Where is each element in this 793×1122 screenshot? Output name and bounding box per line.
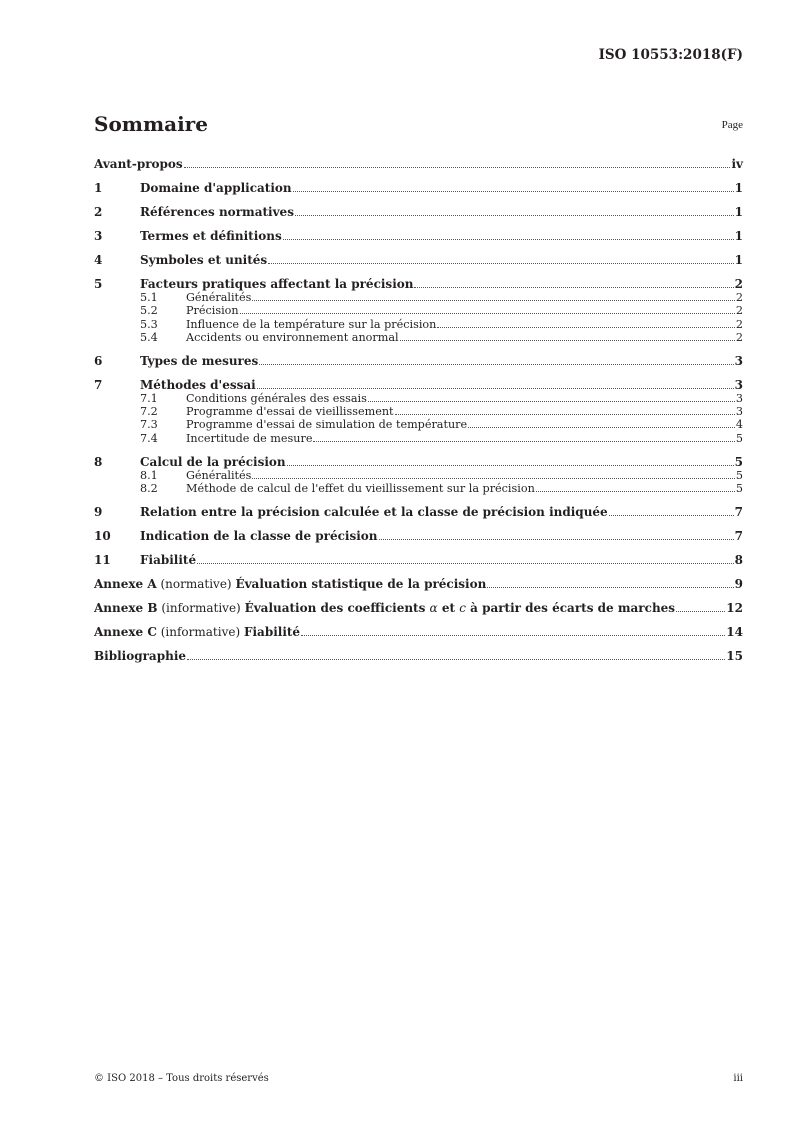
leader-dots [252, 300, 734, 301]
toc-entry-page: 2 [735, 317, 743, 331]
leader-dots [295, 215, 734, 216]
toc-entry-page: 5 [735, 468, 743, 482]
toc-entry-title: Avant-propos [94, 157, 183, 171]
toc-entry-number: 5.4 [140, 330, 158, 344]
toc-entry-number: 1 [94, 181, 103, 195]
toc-entry-title: Influence de la température sur la précision [186, 317, 437, 331]
toc-entry-page: 1 [734, 253, 743, 267]
toc-entry-8-1[interactable] [94, 469, 743, 482]
annex-title-et: et [437, 600, 460, 615]
copyright-notice: © ISO 2018 – Tous droits réservés [94, 1073, 269, 1084]
annex-type: (normative) [156, 576, 236, 591]
toc-entry-page: 3 [734, 377, 743, 392]
toc-entry-title: Méthodes d'essai [140, 377, 256, 392]
alpha-symbol: α [429, 600, 438, 615]
toc-entry-number: 5.1 [140, 291, 158, 305]
toc-entry-number: 8 [94, 454, 103, 469]
toc-entry-title [94, 577, 486, 591]
toc-entry-number: 8.2 [140, 481, 158, 495]
toc-entry-5-2[interactable] [94, 304, 743, 317]
annex-label: Annexe C [94, 624, 157, 639]
toc-entry-bibliographie[interactable] [94, 646, 743, 663]
toc-entry-page: 5 [734, 454, 743, 469]
toc-entry-title: Programme d'essai de simulation de température [186, 418, 468, 432]
toc-entry-title: Facteurs pratiques affectant la précision [140, 277, 414, 291]
leader-dots [184, 167, 731, 168]
toc-entry-title: Références normatives [140, 205, 294, 219]
toc-entry-number: 7.1 [140, 391, 158, 405]
toc-entry-title: Calcul de la précision [140, 454, 286, 469]
toc-entry-number: 7.3 [140, 418, 158, 432]
leader-dots [283, 239, 734, 240]
table-of-contents [94, 154, 743, 663]
toc-entry-avant-propos[interactable] [94, 154, 743, 171]
toc-entry-page: 12 [726, 600, 743, 615]
toc-entry-title: Méthode de calcul de l'effet du vieillissement sur la précision [186, 481, 535, 495]
annex-label: Annexe A [94, 576, 157, 591]
page-column-label: Page [721, 119, 743, 131]
toc-entry-page: 5 [735, 481, 743, 495]
toc-entry-title: Conditions générales des essais [186, 391, 367, 405]
toc-entry-title: Indication de la classe de précision [140, 528, 378, 543]
annex-title-part-2: à partir des écarts de marches [465, 600, 676, 615]
toc-entry-page: 1 [734, 229, 743, 243]
toc-entry-title [94, 625, 300, 639]
leader-dots [368, 401, 735, 402]
toc-entry-1[interactable] [94, 178, 743, 195]
toc-entry-page: 3 [735, 405, 743, 419]
leader-dots [252, 478, 734, 479]
leader-dots [301, 635, 725, 636]
leader-dots [257, 388, 734, 389]
leader-dots [414, 287, 733, 288]
toc-entry-5-3[interactable] [94, 317, 743, 330]
toc-entry-7-1[interactable] [94, 392, 743, 405]
toc-entry-number: 7.2 [140, 405, 158, 419]
toc-entry-number: 6 [94, 353, 103, 368]
leader-dots [197, 563, 734, 564]
leader-dots [287, 465, 734, 466]
toc-entry-number: 4 [94, 253, 103, 267]
leader-dots [293, 191, 734, 192]
toc-entry-title: Termes et définitions [140, 229, 282, 243]
toc-entry-number: 10 [94, 528, 111, 543]
toc-entry-title: Généralités [186, 291, 252, 305]
leader-dots [487, 587, 733, 588]
leader-dots [437, 327, 735, 328]
toc-entry-number: 2 [94, 205, 103, 219]
toc-entry-page: 3 [735, 391, 743, 405]
toc-entry-number: 5.3 [140, 317, 158, 331]
toc-entry-annex-b[interactable] [94, 598, 743, 615]
leader-dots [395, 414, 735, 415]
annex-type: (informative) [157, 600, 245, 615]
toc-entry-page: 2 [735, 330, 743, 344]
toc-entry-page: 7 [734, 504, 743, 519]
toc-entry-title: Domaine d'application [140, 181, 292, 195]
toc-entry-5-4[interactable] [94, 331, 743, 344]
toc-entry-page: 5 [735, 431, 743, 445]
toc-entry-11[interactable] [94, 550, 743, 567]
document-id: ISO 10553:2018(F) [598, 47, 743, 63]
toc-entry-title [94, 601, 675, 615]
toc-entry-page: iv [731, 157, 743, 171]
toc-entry-2[interactable] [94, 202, 743, 219]
annex-label: Annexe B [94, 600, 158, 615]
toc-entry-9[interactable] [94, 502, 743, 519]
toc-entry-number: 7.4 [140, 431, 158, 445]
toc-entry-page: 4 [735, 418, 743, 432]
toc-entry-5[interactable] [94, 274, 743, 291]
toc-entry-page: 2 [734, 277, 743, 291]
toc-entry-5-1[interactable] [94, 291, 743, 304]
toc-entry-page: 14 [726, 624, 743, 639]
toc-entry-title: Fiabilité [140, 552, 197, 567]
toc-entry-title: Accidents ou environnement anormal [186, 330, 399, 344]
toc-entry-title: Types de mesures [140, 353, 259, 368]
toc-entry-10[interactable] [94, 526, 743, 543]
leader-dots [259, 364, 733, 365]
annex-title: Fiabilité [243, 624, 301, 639]
toc-entry-page: 9 [734, 576, 743, 591]
toc-entry-number: 7 [94, 377, 103, 392]
toc-entry-page: 3 [734, 353, 743, 368]
toc-entry-7-3[interactable] [94, 418, 743, 431]
toc-entry-page: 2 [735, 304, 743, 318]
annex-type: (informative) [156, 624, 244, 639]
toc-entry-page: 7 [734, 528, 743, 543]
c-symbol: c [459, 600, 466, 615]
leader-dots [536, 491, 735, 492]
toc-entry-title: Précision [186, 304, 239, 318]
toc-entry-number: 11 [94, 552, 111, 567]
toc-entry-title: Incertitude de mesure [186, 431, 313, 445]
toc-entry-page: 8 [734, 552, 743, 567]
toc-entry-number: 9 [94, 504, 103, 519]
leader-dots [676, 611, 725, 612]
leader-dots [400, 340, 735, 341]
toc-entry-title: Programme d'essai de vieillissement [186, 405, 394, 419]
toc-entry-title: Bibliographie [94, 648, 187, 663]
toc-entry-page: 15 [726, 648, 743, 663]
toc-entry-6[interactable] [94, 351, 743, 368]
leader-dots [268, 263, 733, 264]
leader-dots [379, 539, 734, 540]
toc-entry-title: Généralités [186, 468, 252, 482]
page-number: iii [733, 1073, 743, 1084]
toc-entry-8-2[interactable] [94, 482, 743, 495]
leader-dots [240, 313, 735, 314]
toc-entry-annex-a[interactable] [94, 574, 743, 591]
toc-entry-7[interactable] [94, 375, 743, 392]
toc-entry-4[interactable] [94, 250, 743, 267]
page-title: Sommaire [94, 112, 208, 136]
toc-entry-7-4[interactable] [94, 431, 743, 444]
annex-title-part-1: Évaluation des coefficients [244, 600, 430, 615]
toc-entry-page: 1 [734, 205, 743, 219]
toc-entry-page: 2 [735, 291, 743, 305]
leader-dots [609, 515, 734, 516]
leader-dots [313, 441, 734, 442]
toc-entry-number: 8.1 [140, 468, 158, 482]
leader-dots [187, 659, 725, 660]
toc-entry-number: 5 [94, 277, 103, 291]
toc-entry-number: 3 [94, 229, 103, 243]
toc-entry-7-2[interactable] [94, 405, 743, 418]
annex-title: Évaluation statistique de la précision [235, 576, 487, 591]
toc-entry-page: 1 [734, 181, 743, 195]
toc-entry-8[interactable] [94, 452, 743, 469]
toc-entry-annex-c[interactable] [94, 622, 743, 639]
toc-entry-number: 5.2 [140, 304, 158, 318]
leader-dots [468, 427, 735, 428]
toc-entry-title: Symboles et unités [140, 253, 268, 267]
toc-entry-3[interactable] [94, 226, 743, 243]
toc-entry-title: Relation entre la précision calculée et la classe de précision indiquée [140, 504, 608, 519]
